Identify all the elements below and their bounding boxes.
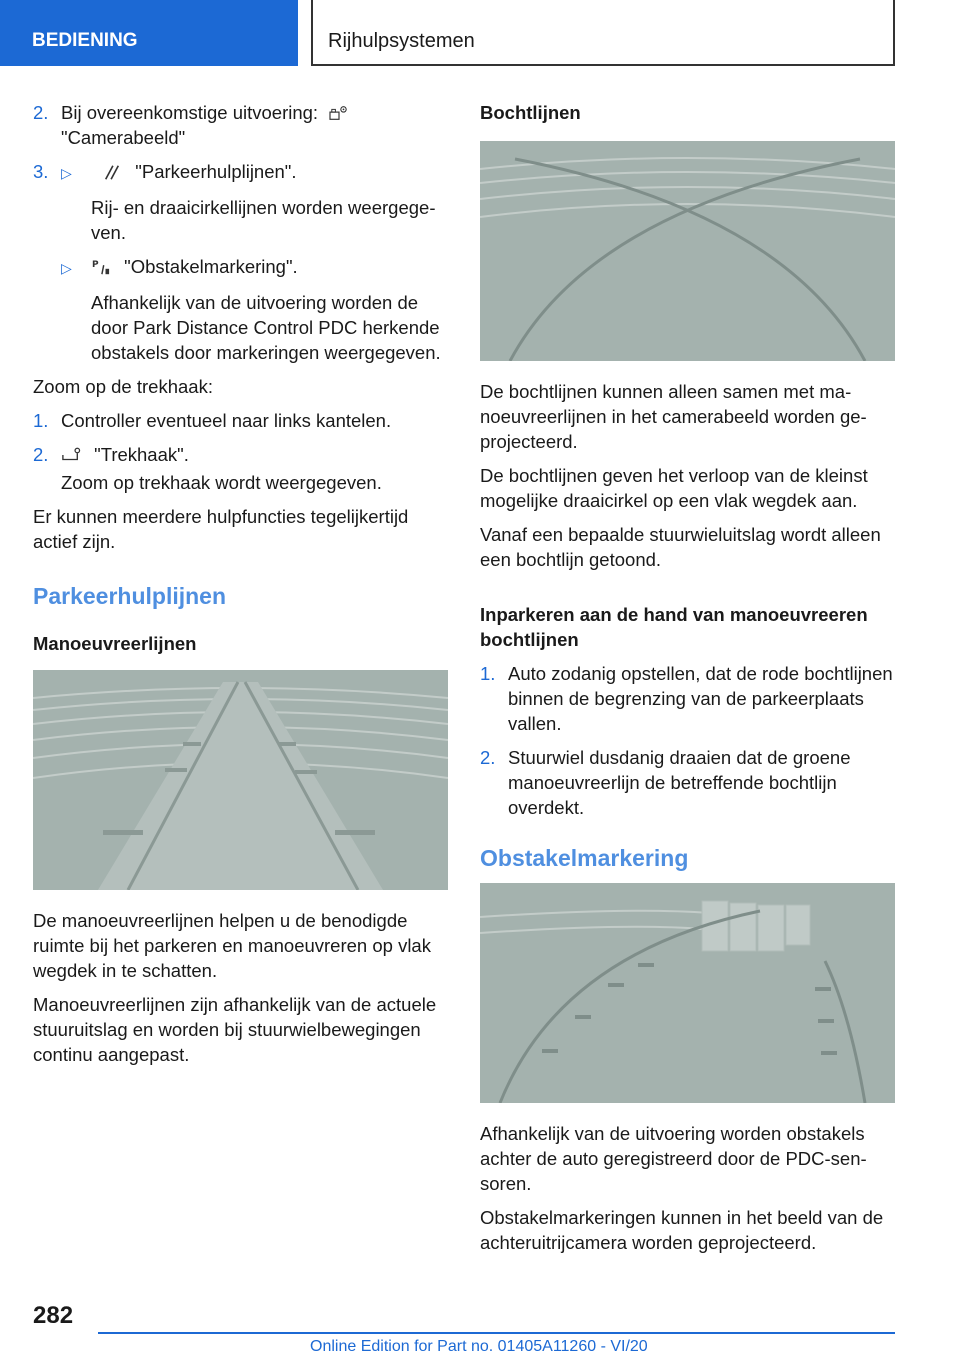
step-text-b: "Camerabeeld"	[61, 127, 186, 148]
zoom-desc: Zoom op trekhaak wordt weergegeven.	[61, 472, 382, 493]
obstacle-marking-icon	[91, 258, 111, 276]
step-number: 3.	[33, 161, 49, 182]
option-obstacle	[61, 254, 453, 281]
curve-lines-figure	[480, 141, 895, 361]
left-column	[33, 100, 453, 1076]
option-desc: Afhankelijk van de uitvoering worden de door Park Distance Control PDC herkende obstakels door markeringen weergegeven.	[91, 292, 441, 363]
triangle-bullet-icon: ▷	[61, 165, 72, 181]
para-obstacle-1: Afhankelijk van de uitvoering worden obstakels achter de auto geregistreerd door de PDC-sensoren.	[480, 1123, 867, 1194]
section-title-obstakelmarkering: Obstakelmarkering	[480, 845, 689, 871]
option-label: "Obstakelmarkering".	[124, 256, 298, 277]
svg-text:P: P	[92, 260, 99, 270]
option-label: "Trekhaak".	[94, 444, 189, 465]
step-2	[33, 100, 453, 150]
step-text: Controller eventueel naar links kantelen.	[61, 410, 392, 431]
right-column	[480, 100, 898, 1264]
trailer-hitch-icon	[61, 446, 81, 464]
para-curve-3: Vanaf een bepaalde stuurwieluitslag wordt alleen een bochtlijn getoond.	[480, 524, 881, 570]
para-curve-2: De bochtlijnen geven het verloop van de kleinst mogelijke draaicirkel op een vlak wegdek aan.	[480, 465, 868, 511]
subtitle-manoeuvreerlijnen: Manoeuvreerlijnen	[33, 633, 197, 654]
parking-lines-icon	[102, 163, 122, 181]
zoom-step-1	[33, 408, 453, 433]
option-label: "Parkeerhulplijnen".	[135, 161, 297, 182]
step-text: Bij overeenkomstige uitvoering:	[61, 102, 319, 123]
page-number: 282	[33, 1302, 74, 1329]
header-chapter-title: Rijhulpsystemen	[311, 0, 895, 66]
para-curve-1: De bochtlijnen kunnen alleen samen met manoeuvreerlijnen in het camerabeeld worden geprojecteerd.	[480, 381, 867, 452]
footer-edition: Online Edition for Part no. 01405A11260 - VI/20	[310, 1338, 648, 1355]
zoom-intro: Zoom op de trekhaak:	[33, 376, 213, 397]
manoeuvre-lines-figure	[33, 670, 448, 890]
subtitle-bochtlijnen: Bochtlijnen	[480, 102, 581, 123]
para-obstacle-2: Obstakelmarkeringen kunnen in het beeld van de achteruitrijcamera worden geprojecteerd.	[480, 1207, 884, 1253]
park-step-2	[480, 745, 898, 820]
park-step-1	[480, 661, 898, 736]
step-text: Stuurwiel dusdanig draaien dat de groene manoeuvreerlijn de betreffende bochtlijn overdekt.	[508, 747, 851, 818]
obstacle-marking-figure	[480, 883, 895, 1103]
multi-note: Er kunnen meerdere hulpfuncties tegelijkertijd actief zijn.	[33, 506, 409, 552]
step-number: 2.	[33, 444, 49, 465]
camera-settings-icon	[329, 104, 349, 122]
footer-divider	[98, 1332, 895, 1334]
step-text: Auto zodanig opstellen, dat de rode bochtlijnen binnen de begrenzing van de parkeerplaats vallen.	[508, 663, 893, 734]
step-number: 1.	[480, 663, 496, 684]
step-number: 1.	[33, 410, 49, 431]
para-manoeuvre-1: De manoeuvreerlijnen helpen u de benodigde ruimte bij het parkeren en manoeuvreren op vlak wegdek in te schatten.	[33, 910, 431, 981]
step-number: 2.	[480, 747, 496, 768]
zoom-step-2	[33, 442, 453, 467]
option-desc: Rij- en draaicirkellijnen worden weergegeven.	[91, 197, 436, 243]
section-title-parkeerhulplijnen: Parkeerhulplijnen	[33, 583, 227, 609]
para-manoeuvre-2: Manoeuvreerlijnen zijn afhankelijk van de actuele stuuruitslag en worden bij stuurwielbewegingen continu aangepast.	[33, 994, 437, 1065]
header-section-tab: BEDIENING	[0, 0, 298, 66]
triangle-bullet-icon: ▷	[61, 260, 72, 276]
step-number: 2.	[33, 102, 49, 123]
step-3	[33, 159, 453, 186]
subtitle-inparkeren: Inparkeren aan de hand van manoeuvreeren bochtlijnen	[480, 604, 868, 650]
